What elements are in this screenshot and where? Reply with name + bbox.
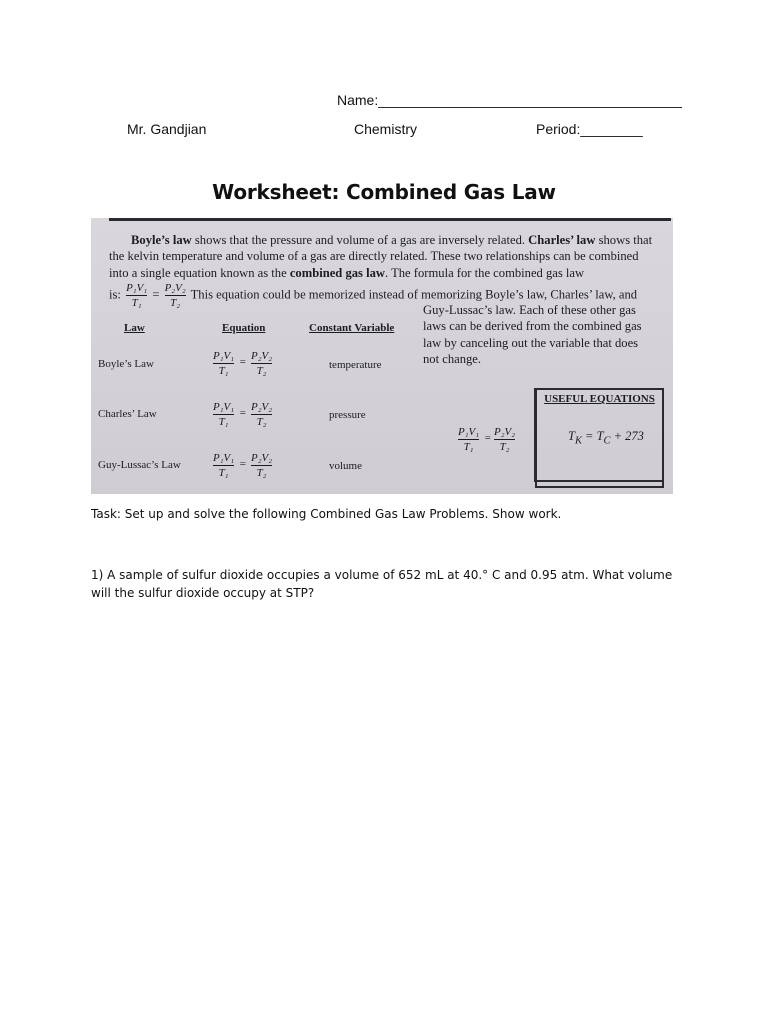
useful-frac-1 bbox=[458, 426, 479, 453]
useful-equals: = bbox=[484, 432, 492, 444]
subject-name: Chemistry bbox=[354, 121, 418, 137]
formula-num-2: P₂V₂ bbox=[164, 282, 186, 294]
formula-num-1: P₁V₁ bbox=[126, 282, 148, 294]
table-header-equation: Equation bbox=[222, 322, 266, 334]
period-field: Period:________ bbox=[536, 121, 643, 137]
charles-law-term: Charles’ law bbox=[528, 233, 596, 247]
formula-fraction-2 bbox=[165, 282, 186, 309]
row-charles-frac-1 bbox=[213, 401, 234, 428]
question-1: 1) A sample of sulfur dioxide occupies a volume of 652 mL at 40.° C and 0.95 atm. What volume will the sulfur dioxide occupy at STP? bbox=[91, 568, 673, 600]
formula-tail-text: This equation could be memorized instead of memorizing Boyle’s law, Charles’ law, and bbox=[190, 287, 638, 302]
useful-n2: P₂V₂ bbox=[494, 426, 516, 438]
teacher-name: Mr. Gandjian bbox=[127, 121, 207, 137]
excerpt-text-1: shows that the pressure and volume of a gas are inversely related. bbox=[191, 233, 529, 247]
excerpt-text-3: . The formula for the combined gas law bbox=[385, 265, 585, 280]
useful-equations-title: USEFUL EQUATIONS bbox=[544, 393, 655, 405]
side-note: Guy-Lussac’s law. Each of these other gas laws can be derived from the combined gas law by canceling out the variable that does not change. bbox=[423, 303, 642, 367]
formula-den-2: T₂ bbox=[170, 297, 181, 309]
name-field: Name:_______________________________________ bbox=[337, 92, 682, 108]
row-gl-d1: T₁ bbox=[218, 467, 229, 479]
excerpt-text-2: shows that the kelvin temperature and volume of a gas are directly related. These two relationships can be combined into a single equation known as the bbox=[109, 233, 653, 280]
row-charles-n2: P₂V₂ bbox=[251, 401, 273, 413]
row-constant-guy-lussac: volume bbox=[329, 460, 362, 472]
row-boyle-equals: = bbox=[239, 356, 247, 368]
row-boyle-n2: P₂V₂ bbox=[251, 350, 273, 362]
row-constant-boyle: temperature bbox=[329, 359, 382, 371]
row-law-charles: Charles’ Law bbox=[98, 408, 157, 420]
temp-sub-k: K bbox=[574, 435, 582, 447]
useful-d2: T₂ bbox=[499, 441, 510, 453]
temp-tail: + 273 bbox=[610, 429, 644, 443]
formula-fraction-1 bbox=[126, 282, 147, 309]
row-law-guy-lussac: Guy-Lussac’s Law bbox=[98, 459, 181, 471]
row-charles-d2: T₂ bbox=[256, 416, 267, 428]
row-charles-n1: P₁V₁ bbox=[213, 401, 235, 413]
is-label: is: bbox=[109, 287, 121, 302]
row-boyle-frac-1 bbox=[213, 350, 234, 377]
temperature-conversion bbox=[568, 429, 644, 447]
row-law-boyle: Boyle’s Law bbox=[98, 358, 154, 370]
combined-gas-law-term: combined gas law bbox=[289, 265, 385, 280]
excerpt-paragraph bbox=[109, 232, 661, 281]
row-gl-n2: P₂V₂ bbox=[251, 452, 273, 464]
row-gl-frac-1 bbox=[213, 452, 234, 479]
useful-d1: T₁ bbox=[463, 441, 474, 453]
task-instructions: Task: Set up and solve the following Combined Gas Law Problems. Show work. bbox=[91, 507, 562, 521]
row-gl-frac-2 bbox=[251, 452, 272, 479]
row-charles-equals: = bbox=[239, 407, 247, 419]
row-boyle-frac-2 bbox=[251, 350, 272, 377]
row-boyle-d2: T₂ bbox=[256, 365, 267, 377]
row-charles-d1: T₁ bbox=[218, 416, 229, 428]
excerpt-top-rule bbox=[109, 218, 671, 221]
temp-sub-c: C bbox=[603, 435, 611, 447]
table-header-constant: Constant Variable bbox=[309, 322, 395, 334]
row-gl-equals: = bbox=[239, 458, 247, 470]
row-boyle-n1: P₁V₁ bbox=[213, 350, 235, 362]
useful-n1: P₁V₁ bbox=[458, 426, 480, 438]
temp-eq: = T bbox=[581, 429, 604, 443]
page-title: Worksheet: Combined Gas Law bbox=[212, 180, 556, 204]
row-boyle-d1: T₁ bbox=[218, 365, 229, 377]
formula-equals: = bbox=[152, 287, 160, 302]
temp-t: T bbox=[568, 429, 575, 443]
row-constant-charles: pressure bbox=[329, 409, 366, 421]
row-gl-n1: P₁V₁ bbox=[213, 452, 235, 464]
row-gl-d2: T₂ bbox=[256, 467, 267, 479]
table-header-law: Law bbox=[124, 322, 145, 334]
useful-frac-2 bbox=[494, 426, 515, 453]
boyles-law-term: Boyle’s law bbox=[131, 233, 192, 247]
row-charles-frac-2 bbox=[251, 401, 272, 428]
formula-den-1: T₁ bbox=[131, 297, 142, 309]
